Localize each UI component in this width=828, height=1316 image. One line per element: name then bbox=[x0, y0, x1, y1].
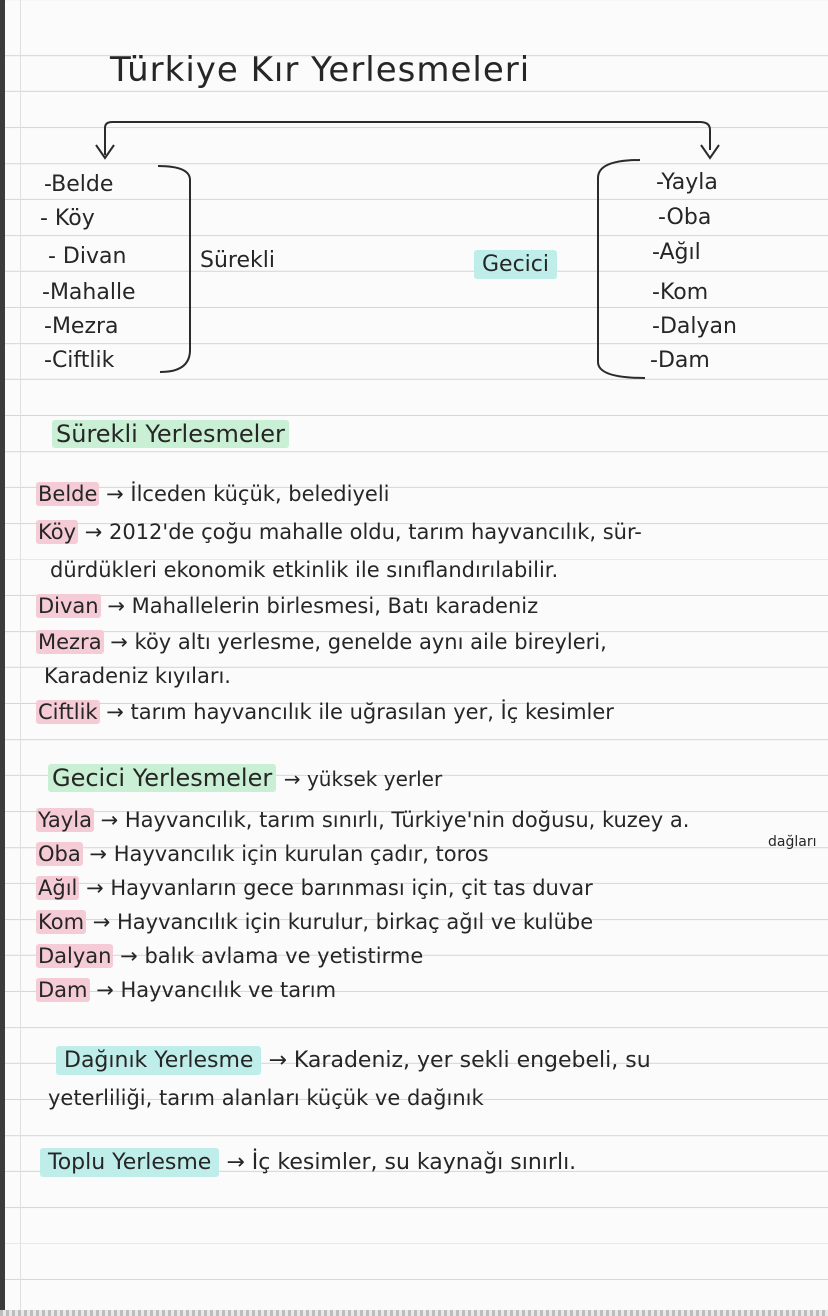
definition-text: → 2012'de çoğu mahalle oldu, tarım hayvancılık, sür- bbox=[84, 520, 642, 544]
list-item: - Divan bbox=[48, 244, 127, 269]
margin-note: dağları bbox=[768, 834, 817, 850]
definition-line bbox=[36, 482, 390, 506]
definition-text: → Hayvanların gece barınması için, çit tas duvar bbox=[86, 876, 593, 900]
term: Dam bbox=[38, 978, 88, 1002]
connector-line bbox=[105, 122, 710, 155]
term: Oba bbox=[38, 842, 81, 866]
definition-line bbox=[50, 558, 558, 582]
gecici-heading-row bbox=[48, 764, 442, 792]
term: Ağıl bbox=[38, 876, 78, 900]
definition-text: → Mahallelerin birlesmesi, Batı karadeniz bbox=[107, 594, 539, 618]
section-heading-surekli: Sürekli Yerlesmeler bbox=[52, 420, 289, 448]
definition-text: → balık avlama ve yetistirme bbox=[120, 944, 424, 968]
definition-line bbox=[36, 944, 423, 968]
right-group-label: Gecici bbox=[474, 250, 557, 279]
page-bottom-edge bbox=[0, 1310, 828, 1316]
definition-line bbox=[36, 520, 642, 544]
definition-line bbox=[36, 842, 489, 866]
list-item: -Ciftlik bbox=[44, 348, 115, 373]
definition-line bbox=[36, 630, 607, 654]
definition-text: → tarım hayvancılık ile uğrasılan yer, İç kesimler bbox=[106, 700, 614, 724]
definition-text: → Hayvancılık için kurulan çadır, toros bbox=[89, 842, 489, 866]
diagram-brackets bbox=[0, 0, 828, 400]
definition-text: → Hayvancılık ve tarım bbox=[96, 978, 337, 1002]
definition-line bbox=[56, 1048, 651, 1073]
definition-line bbox=[36, 700, 614, 724]
term: Toplu Yerlesme bbox=[40, 1148, 219, 1177]
definition-text: → Karadeniz, yer sekli engebeli, su bbox=[268, 1048, 651, 1073]
left-bracket bbox=[158, 166, 190, 372]
definition-line bbox=[40, 1150, 576, 1175]
definition-text: → Hayvancılık için kurulur, birkaç ağıl ve kulübe bbox=[92, 910, 594, 934]
definition-text: → İlceden küçük, belediyeli bbox=[106, 482, 390, 506]
left-group-label: Sürekli bbox=[200, 248, 275, 273]
term: Yayla bbox=[38, 808, 92, 832]
section-heading-gecici: Gecici Yerlesmeler bbox=[48, 764, 276, 792]
list-item: -Mahalle bbox=[42, 280, 136, 305]
definition-text: → Hayvancılık, tarım sınırlı, Türkiye'nin doğusu, kuzey a. bbox=[100, 808, 690, 832]
term: Kom bbox=[38, 910, 85, 934]
definition-text: yeterliliği, tarım alanları küçük ve dağınık bbox=[48, 1086, 484, 1110]
list-item: -Belde bbox=[44, 172, 114, 197]
definition-line bbox=[36, 910, 593, 934]
term: Dağınık Yerlesme bbox=[56, 1046, 261, 1075]
definition-text: Karadeniz kıyıları. bbox=[44, 664, 231, 688]
list-item: -Oba bbox=[658, 205, 712, 230]
term: Ciftlik bbox=[38, 700, 98, 724]
list-item: -Yayla bbox=[656, 170, 718, 195]
definition-text: → İç kesimler, su kaynağı sınırlı. bbox=[226, 1150, 577, 1175]
list-item: -Dalyan bbox=[652, 314, 737, 339]
definition-line bbox=[44, 664, 231, 688]
gecici-note: → yüksek yerler bbox=[283, 767, 443, 791]
definition-line bbox=[36, 978, 336, 1002]
term: Köy bbox=[38, 520, 77, 544]
list-item: - Köy bbox=[40, 206, 95, 231]
definition-line bbox=[36, 808, 689, 832]
right-bracket bbox=[598, 160, 645, 378]
list-item: -Ağıl bbox=[652, 240, 701, 265]
definition-line bbox=[36, 594, 538, 618]
definition-text: → köy altı yerlesme, genelde aynı aile bireyleri, bbox=[110, 630, 607, 654]
definition-text: dürdükleri ekonomik etkinlik ile sınıflandırılabilir. bbox=[50, 558, 559, 582]
list-item: -Dam bbox=[650, 348, 710, 373]
definition-line bbox=[48, 1086, 484, 1110]
list-item: -Kom bbox=[652, 280, 709, 305]
term: Belde bbox=[38, 482, 98, 506]
list-item: -Mezra bbox=[44, 314, 119, 339]
term: Dalyan bbox=[38, 944, 112, 968]
term: Divan bbox=[38, 594, 99, 618]
page-title: Türkiye Kır Yerlesmeleri bbox=[110, 50, 531, 90]
definition-line bbox=[36, 876, 593, 900]
term: Mezra bbox=[38, 630, 102, 654]
